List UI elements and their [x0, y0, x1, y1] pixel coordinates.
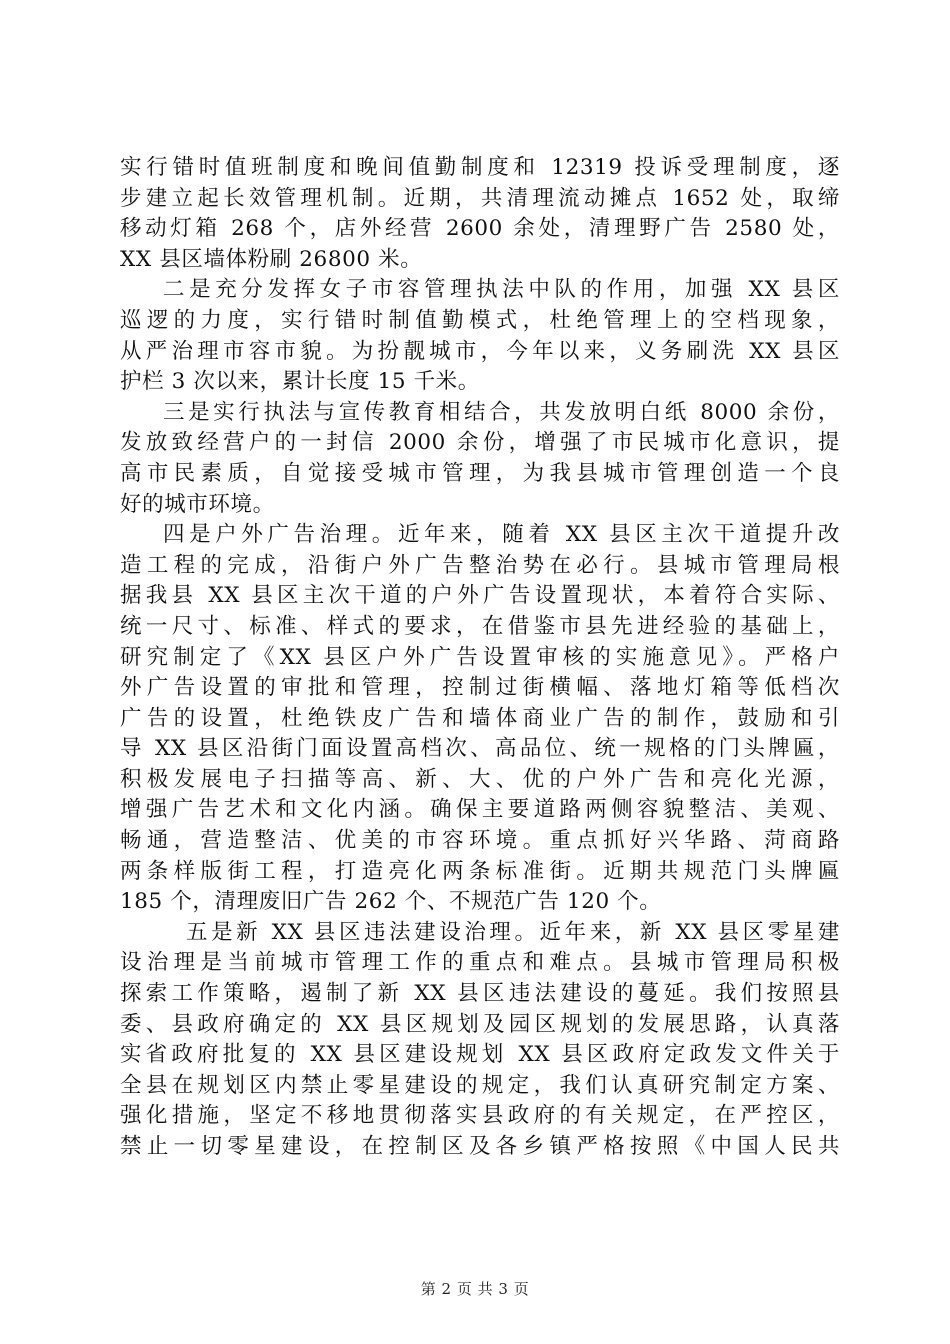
- text-line: 全县在规划区内禁止零星建设的规定，我们认真研究制定方案、: [120, 1072, 840, 1098]
- text-line: 据我县 XX 县区主次干道的户外广告设置现状，本着符合实际、: [120, 583, 840, 609]
- paragraph-start-line: 五是新 XX 县区违法建设治理。近年来，新 XX 县区零星建: [186, 919, 840, 945]
- text-line: 设治理是当前城市管理工作的重点和难点。县城市管理局积极: [120, 950, 840, 976]
- text-line: 高市民素质，自觉接受城市管理，为我县城市管理创造一个良: [120, 460, 840, 486]
- text-line: 研究制定了《XX 县区户外广告设置审核的实施意见》。严格户: [120, 644, 840, 670]
- text-line: 外广告设置的审批和管理，控制过街横幅、落地灯箱等低档次: [120, 675, 840, 701]
- text-line: 探索工作策略，遏制了新 XX 县区违法建设的蔓延。我们按照县: [120, 981, 840, 1007]
- page-number-footer: 第 2 页 共 3 页: [420, 1280, 530, 1298]
- text-line: 强化措施，坚定不移地贯彻落实县政府的有关规定，在严控区，: [120, 1103, 840, 1129]
- text-line: 护栏 3 次以来，累计长度 15 千米。: [120, 369, 480, 395]
- text-line: 导 XX 县区沿街门面设置高档次、高品位、统一规格的门头牌匾，: [120, 736, 840, 762]
- text-line: 畅通，营造整洁、优美的市容环境。重点抓好兴华路、菏商路: [120, 828, 840, 854]
- text-line: 积极发展电子扫描等高、新、大、优的户外广告和亮化光源，: [120, 766, 840, 792]
- text-line: 好的城市环境。: [120, 491, 275, 517]
- paragraph-start-line: 二是充分发挥女子市容管理执法中队的作用，加强 XX 县区: [163, 277, 840, 303]
- text-line: XX 县区墙体粉刷 26800 米。: [120, 246, 423, 272]
- text-line: 185 个，清理废旧广告 262 个、不规范广告 120 个。: [120, 889, 662, 915]
- text-line: 两条样版街工程，打造亮化两条标准街。近期共规范门头牌匾: [120, 858, 840, 884]
- text-line: 广告的设置，杜绝铁皮广告和墙体商业广告的制作，鼓励和引: [120, 705, 840, 731]
- text-line: 禁止一切零星建设，在控制区及各乡镇严格按照《中国人民共: [120, 1134, 840, 1159]
- text-line: 移动灯箱 268 个，店外经营 2600 余处，清理野广告 2580 处，: [120, 216, 840, 242]
- text-line: 从严治理市容市貌。为扮靓城市，今年以来，义务刷洗 XX 县区: [120, 338, 840, 364]
- document-body: [120, 153, 840, 1163]
- text-line: 步建立起长效管理机制。近期，共清理流动摊点 1652 处，取缔: [120, 185, 840, 211]
- paragraph-start-line: 三是实行执法与宣传教育相结合，共发放明白纸 8000 余份，: [163, 399, 840, 425]
- text-line: 造工程的完成，沿街户外广告整治势在必行。县城市管理局根: [120, 552, 840, 578]
- text-line: 实行错时值班制度和晚间值勤制度和 12319 投诉受理制度，逐: [120, 155, 840, 180]
- text-line: 实省政府批复的 XX 县区建设规划 XX 县区政府定政发文件关于: [120, 1042, 840, 1068]
- text-line: 委、县政府确定的 XX 县区规划及园区规划的发展思路，认真落: [120, 1011, 840, 1037]
- paragraph-start-line: 四是户外广告治理。近年来，随着 XX 县区主次干道提升改: [163, 522, 840, 548]
- text-line: 发放致经营户的一封信 2000 余份，增强了市民城市化意识，提: [120, 430, 840, 456]
- text-line: 增强广告艺术和文化内涵。确保主要道路两侧容貌整洁、美观、: [120, 797, 840, 823]
- text-line: 巡逻的力度，实行错时制值勤模式，杜绝管理上的空档现象，: [120, 307, 840, 333]
- text-line: 统一尺寸、标准、样式的要求，在借鉴市县先进经验的基础上，: [120, 613, 840, 639]
